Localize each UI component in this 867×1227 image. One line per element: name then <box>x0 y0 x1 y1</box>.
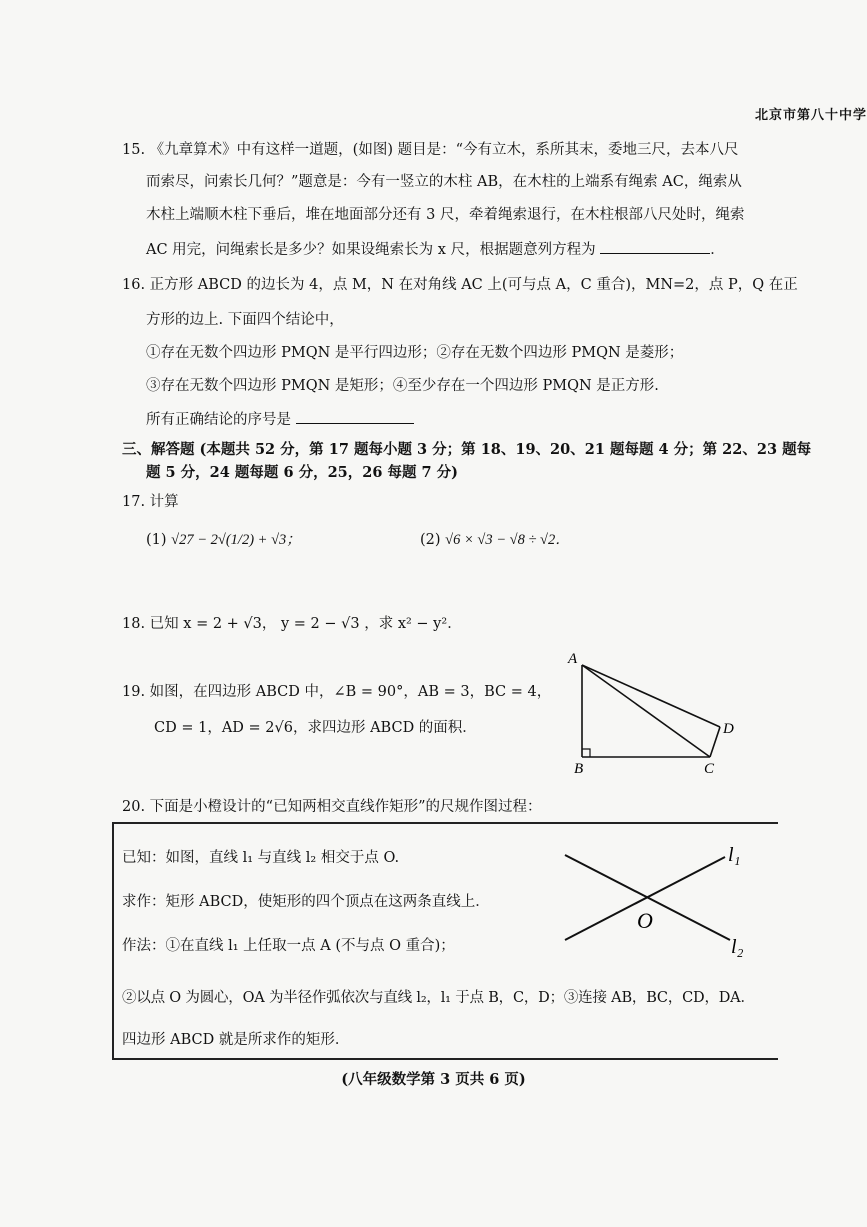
vertex-a: A <box>568 651 578 667</box>
vertex-c: C <box>704 761 715 777</box>
q15-line4-end: ． <box>710 242 725 258</box>
q17-part1-label: (1) <box>146 532 167 548</box>
q17-part2 <box>420 528 570 549</box>
q18-text: 18. 已知 x = 2 + √3， y = 2 − √3 ，求 x² − y²． <box>122 616 462 632</box>
q15-line2: 而索尽，问索长几何？”题意是：今有一竖立的木柱 AB，在木柱的上端系有绳索 AC，绳索从 <box>146 174 742 190</box>
q20-step2: ②以点 O 为圆心，OA 为半径作弧依次与直线 l₂，l₁ 于点 B，C，D；③连接 AB，BC，CD，DA． <box>122 990 755 1006</box>
q17-title: 17. 计算 <box>122 494 179 510</box>
page-footer: (八年级数学第 3 页共 6 页) <box>341 1071 526 1088</box>
q16-line5 <box>146 408 414 429</box>
q20-given: 已知：如图，直线 l₁ 与直线 l₂ 相交于点 O. <box>122 850 400 866</box>
label-l1: l₁ <box>728 844 741 866</box>
school-header: 北京市第八十中学 <box>754 108 867 123</box>
q16-answer-blank <box>296 422 414 424</box>
segment-cd <box>710 727 720 757</box>
q20-figure <box>555 835 765 970</box>
vertex-b: B <box>574 761 584 777</box>
q19-figure <box>560 645 750 780</box>
q16-line4: ③存在无数个四边形 PMQN 是矩形；④至少存在一个四边形 PMQN 是正方形. <box>146 378 659 394</box>
q16-line1: 16. 正方形 ABCD 的边长为 4，点 M，N 在对角线 AC 上(可与点 A，C 重合)，MN=2，点 P，Q 在正 <box>122 277 798 293</box>
q20-result: 四边形 ABCD 就是所求作的矩形． <box>122 1032 350 1048</box>
q17-part1 <box>146 528 301 549</box>
right-angle-mark <box>582 749 590 757</box>
label-o: O <box>637 908 653 933</box>
q20-construct: 求作：矩形 ABCD，使矩形的四个顶点在这两条直线上． <box>122 894 490 910</box>
section3-line2: 题 5 分，24 题每题 6 分，25，26 每题 7 分) <box>146 464 459 481</box>
segment-ad <box>582 665 720 727</box>
section3-line1: 三、解答题 (本题共 52 分，第 17 题每小题 3 分；第 18、19、20、21 题每题 4 分；第 22、23 题每 <box>122 441 812 458</box>
q15-line1: 15. 《九章算术》中有这样一道题，(如图) 题目是：“今有立木，系所其末，委地三尺，去本八尺 <box>122 142 739 158</box>
q15-answer-blank <box>600 252 710 254</box>
q16-line5-text: 所有正确结论的序号是 <box>146 412 291 428</box>
q19-line2: CD = 1，AD = 2√6，求四边形 ABCD 的面积． <box>154 720 477 736</box>
q20-intro: 20. 下面是小橙设计的“已知两相交直线作矩形”的尺规作图过程： <box>122 799 542 815</box>
q17-part1-expr: √27 − 2√(1/2) + √3； <box>171 532 301 548</box>
q15-line3: 木柱上端顺木柱下垂后，堆在地面部分还有 3 尺，牵着绳索退行，在木柱根部八尺处时，绳索 <box>146 207 745 223</box>
vertex-d: D <box>723 721 734 737</box>
q15-line4 <box>146 238 725 259</box>
q16-line3: ①存在无数个四边形 PMQN 是平行四边形；②存在无数个四边形 PMQN 是菱形； <box>146 345 684 361</box>
label-l2: l₂ <box>731 936 744 958</box>
segment-ac <box>582 665 710 757</box>
q20-method: 作法：①在直线 l₁ 上任取一点 A (不与点 O 重合)； <box>122 938 455 954</box>
q19-line1: 19. 如图，在四边形 ABCD 中，∠B = 90°，AB = 3，BC = 4， <box>122 684 552 700</box>
q17-part2-label: (2) <box>420 532 441 548</box>
q15-line4-text: AC 用完，问绳索长是多少？如果设绳索长为 x 尺，根据题意列方程为 <box>146 242 596 258</box>
q17-part2-expr: √6 × √3 − √8 ÷ √2． <box>445 532 570 548</box>
q16-line2: 方形的边上. 下面四个结论中， <box>146 312 344 328</box>
